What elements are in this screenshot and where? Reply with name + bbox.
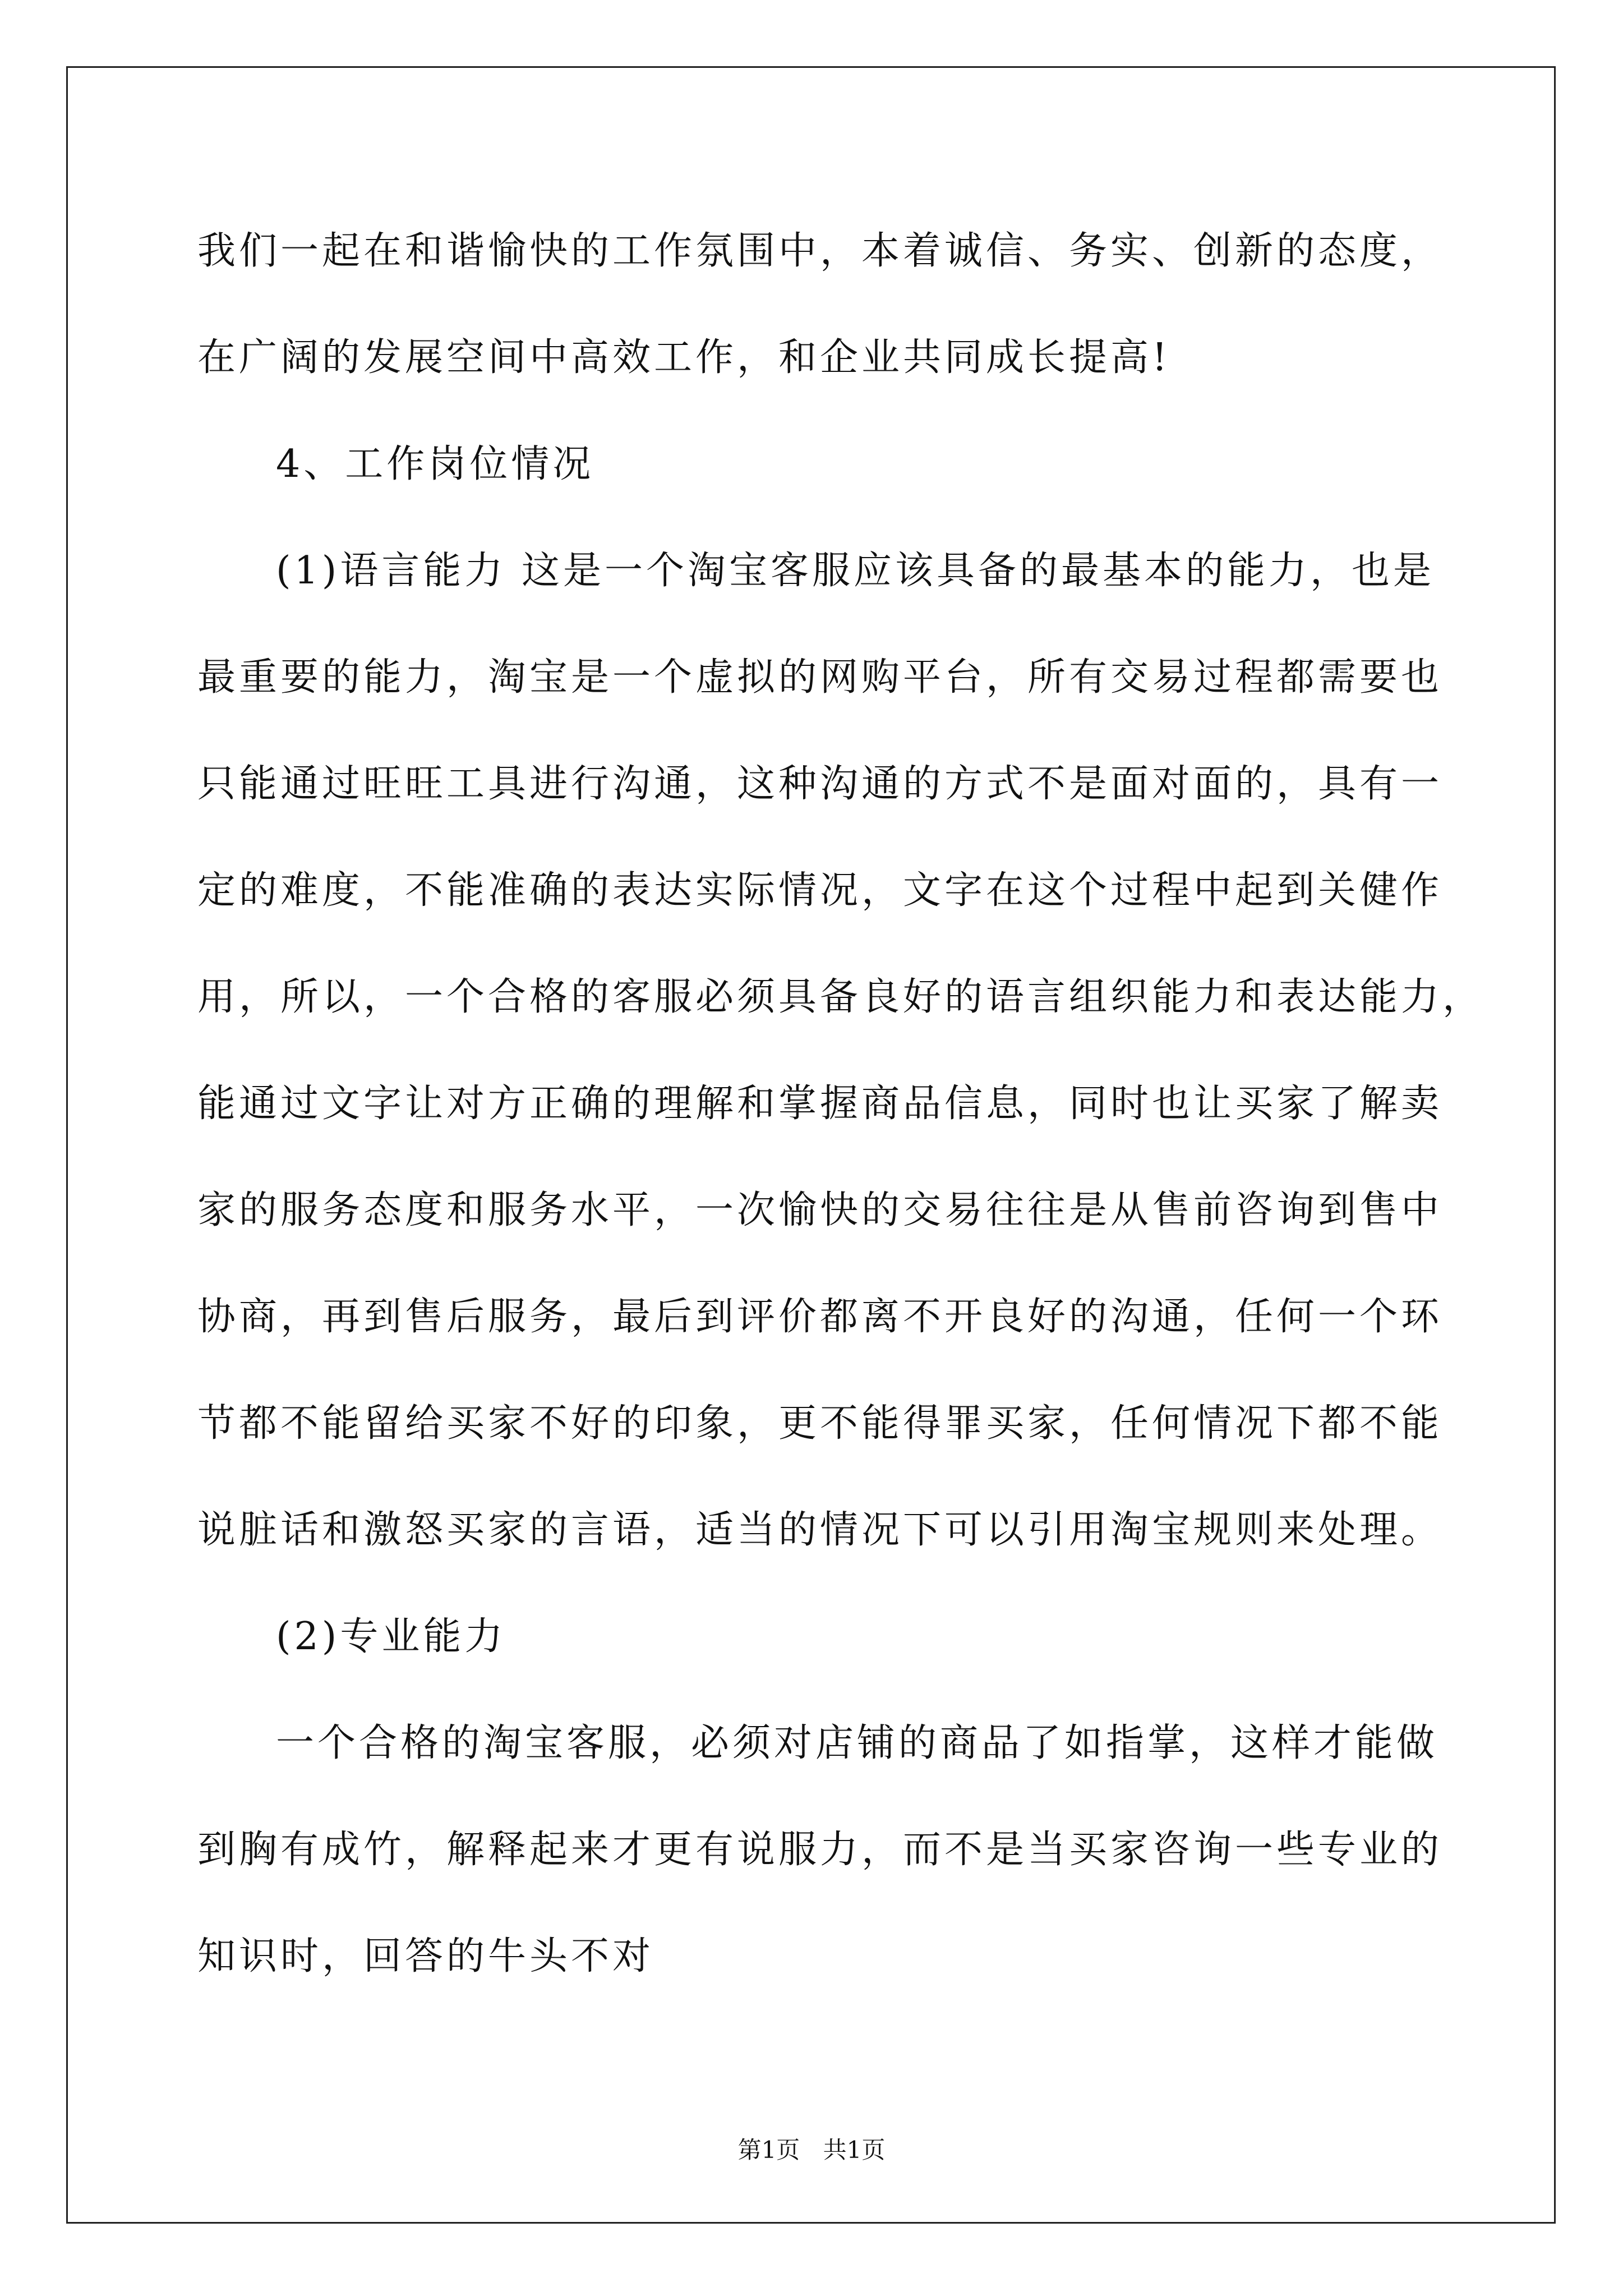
paragraph-line: 到胸有成竹，解释起来才更有说服力，而不是当买家咨询一些专业的: [197, 1828, 1443, 1872]
page-total: 共1页: [823, 2136, 886, 2164]
paragraph-line: (1)语言能力 这是一个淘宝客服应该具备的最基本的能力，也是: [276, 549, 1435, 593]
section-heading: 4、工作岗位情况: [276, 442, 594, 486]
paragraph-line: 一个合格的淘宝客服，必须对店铺的商品了如指掌，这样才能做: [276, 1721, 1438, 1765]
document-body: [197, 215, 1484, 2027]
paragraph-line: 能通过文字让对方正确的理解和掌握商品信息，同时也让买家了解卖: [197, 1082, 1443, 1126]
section-heading: (2)专业能力: [276, 1614, 506, 1659]
paragraph-line: 用，所以，一个合格的客服必须具备良好的语言组织能力和表达能力，: [197, 975, 1484, 1019]
paragraph-line: 家的服务态度和服务水平，一次愉快的交易往往是从售前咨询到售中: [197, 1188, 1443, 1232]
page-number: 第1页: [737, 2136, 800, 2164]
paragraph-line: 协商，再到售后服务，最后到评价都离不开良好的沟通，任何一个环: [197, 1295, 1443, 1339]
paragraph-line: 我们一起在和谐愉快的工作氛围中，本着诚信、务实、创新的态度，: [197, 229, 1443, 273]
paragraph-line: 说脏话和激怒买家的言语，适当的情况下可以引用淘宝规则来处理。: [197, 1508, 1443, 1552]
paragraph-line: 最重要的能力，淘宝是一个虚拟的网购平台，所有交易过程都需要也: [197, 655, 1443, 700]
paragraph-line: 定的难度，不能准确的表达实际情况，文字在这个过程中起到关健作: [197, 868, 1443, 913]
paragraph-line: 知识时，回答的牛头不对: [197, 1934, 654, 1978]
paragraph-line: 只能通过旺旺工具进行沟通，这种沟通的方式不是面对面的，具有一: [197, 762, 1443, 806]
paragraph-line: 在广阔的发展空间中高效工作，和企业共同成长提高!: [197, 335, 1171, 380]
page-footer: [0, 2132, 1623, 2165]
paragraph-line: 节都不能留给买家不好的印象，更不能得罪买家，任何情况下都不能: [197, 1401, 1443, 1446]
